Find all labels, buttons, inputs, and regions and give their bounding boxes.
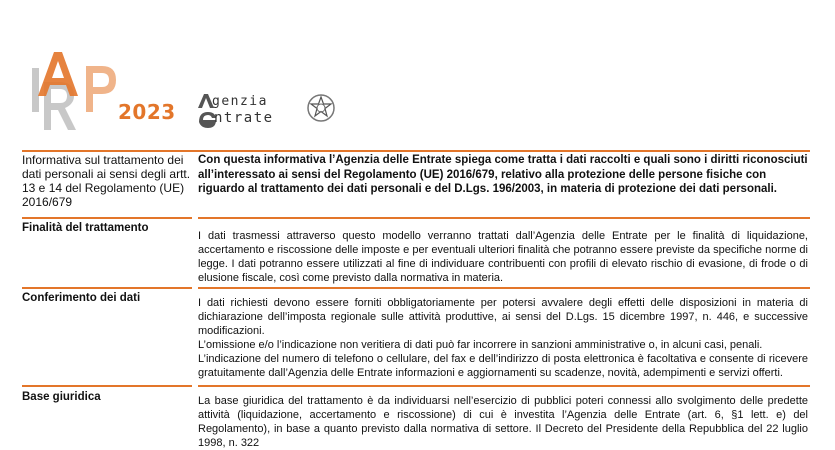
informativa-text: Con questa informativa l’Agenzia delle Entrate spiega come tratta i dati raccolti e quali sono i diritti riconosciuti all’interessato ai sensi del Regolamento (UE) 2016/679, relativo alla protezione delle persone fisiche con riguardo al trattamento dei dati personali e del D.Lgs. 196/2003, in materia di protezione dei dati personali. [198,154,808,195]
conferimento-paragraph-2: L’omissione e/o l’indicazione non veritiera di dati può far incorrere in sanzioni amministrative o, in alcuni casi, penali. [198,339,763,351]
top-divider [22,150,810,152]
finalita-divider-left [22,217,192,219]
finalita-title: Finalità del trattamento [22,222,149,234]
base-divider-right [198,385,810,387]
conferimento-divider-left [22,287,192,289]
base-text: La base giuridica del trattamento è da individuarsi nell’esercizio di pubblici poteri connessi allo svolgimento delle predette attività (liquidazione, accertamento e riscossione) di cui è investita l’Agenzia delle Entrate (art. 6, §1 lett. e) del Regolamento), in base a quanto previsto dalla normativa di settore. Il Decreto del Presidente della Repubblica del 22 luglio 1998, n. 322 [198,395,808,449]
italian-republic-emblem-icon [306,92,336,124]
conferimento-divider-right [198,287,810,289]
agenzia-text: genzia [212,94,268,109]
informativa-title: Informativa sul trattamento dei dati personali ai sensi degli artt. 13 e 14 del Regolamento (UE) 2016/679 [22,153,191,209]
irap-logo [28,52,176,132]
conferimento-paragraph-1: I dati richiesti devono essere forniti obbligatoriamente per potersi avvalere degli effetti delle disposizioni in materia di dichiarazione dell’imposta regionale sulle attività produttive, ai sensi del D.Lgs. 15 dicembre 1997, n. 446, e successive modificazioni. [198,297,808,337]
logo-year: 2023 [118,100,176,124]
conferimento-paragraph-3: L’indicazione del numero di telefono o cellulare, del fax e dell’indirizzo di posta elettronica è facoltativa e consente di ricevere gratuitamente dall’Agenzia delle Entrate informazioni e aggiornamenti su scadenze, novità, adempimenti e servizi offerti. [198,353,808,379]
finalita-text: I dati trasmessi attraverso questo modello verranno trattati dall’Agenzia delle Entrate per le finalità di liquidazione, accertamento e riscossione delle imposte e per eventuali ulteriori finalità che potranno essere previste da specifiche norme di legge. I dati potranno essere utilizzati al fine di individuare contribuenti con profili di elevato rischio di evasione, di frode o di elusione fiscale, così come previsto dalla normativa in materia. [198,230,808,284]
agenzia-entrate-logo [196,92,346,128]
entrate-text: ntrate [214,110,274,126]
base-divider-left [22,385,192,387]
conferimento-text [198,296,808,380]
base-title: Base giuridica [22,391,101,403]
conferimento-title: Conferimento dei dati [22,292,141,304]
finalita-divider-right [198,217,810,219]
